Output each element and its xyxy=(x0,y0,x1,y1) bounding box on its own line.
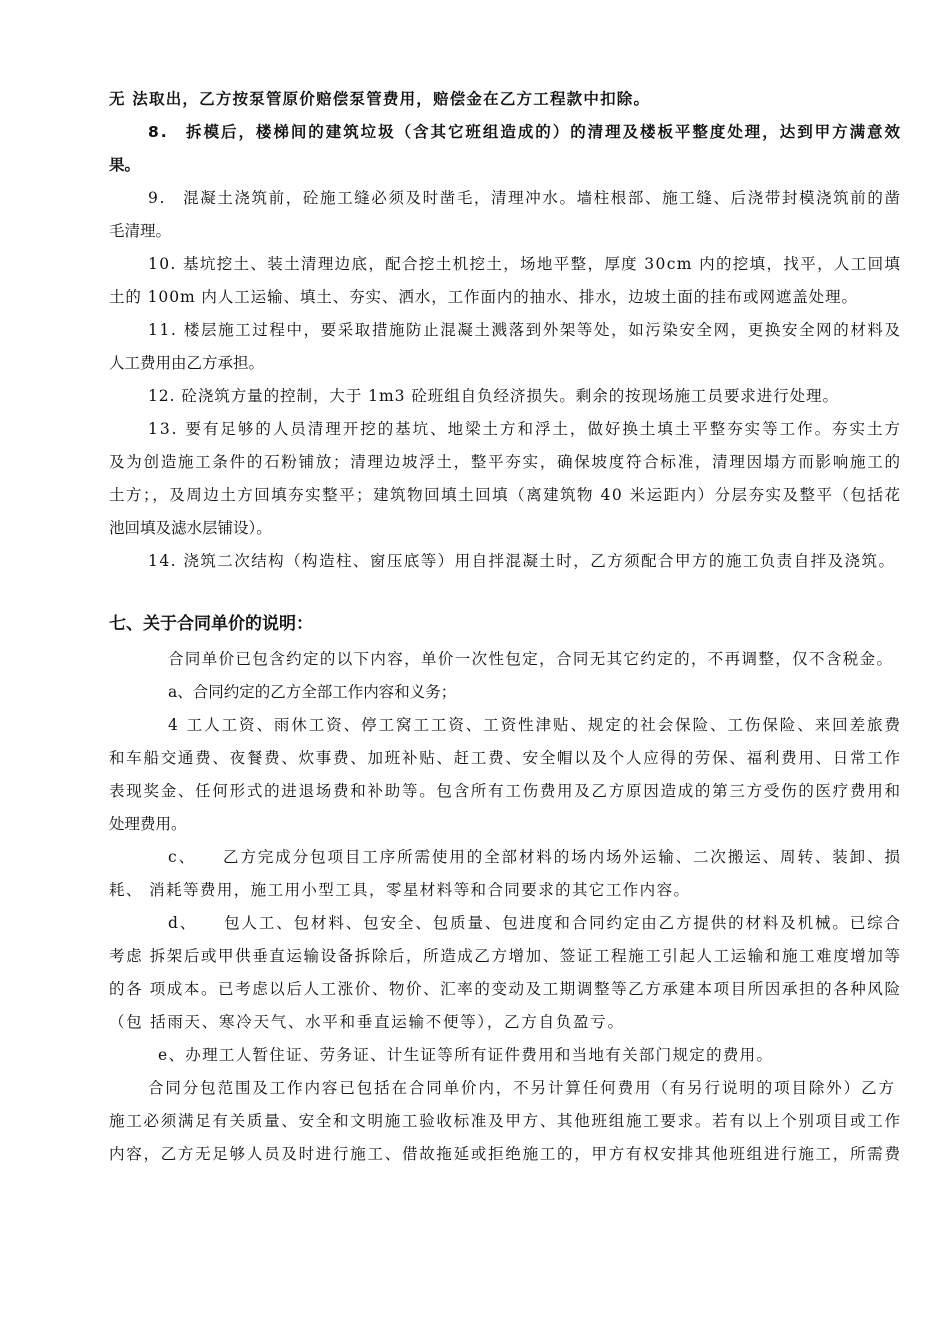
line-21: 处理费用。 xyxy=(109,815,187,833)
line-20: 表现奖金、任何形式的进退场费和补助等。包含所有工伤费用及乙方原因造成的第三方受伤的医疗费用和 xyxy=(109,782,902,800)
line-11: 13. 要有足够的人员清理开挖的基坑、地梁土方和浮土，做好换土填土平整夯实等工作。夯实土方 xyxy=(148,420,902,438)
line-22: c、 乙方完成分包项目工序所需使用的全部材料的场内场外运输、二次搬运、周转、装卸、损 xyxy=(168,848,902,866)
line-09: 人工费用由乙方承担。 xyxy=(109,354,265,372)
line-24: d、 包人工、包材料、包安全、包质量、包进度和合同约定由乙方提供的材料及机械。已综合 xyxy=(168,914,902,932)
line-23: 耗、 消耗等费用，施工用小型工具，零星材料等和合同要求的其它工作内容。 xyxy=(109,881,691,899)
line-19: 和车船交通费、夜餐费、炊事费、加班补贴、赶工费、安全帽以及个人应得的劳保、福利费用、日常工作 xyxy=(109,749,902,767)
line-04: 9. 混凝土浇筑前，砼施工缝必须及时凿毛，清理冲水。墙柱根部、施工缝、后浇带封模浇筑前的凿 xyxy=(148,189,902,207)
line-15: 14. 浇筑二次结构（构造柱、窗压底等）用自拌混凝土时，乙方须配合甲方的施工负责自拌及浇筑。 xyxy=(148,552,896,570)
line-17: a、合同约定的乙方全部工作内容和义务； xyxy=(168,683,457,701)
line-08: 11. 楼层施工过程中，要采取措施防止混凝土溅落到外架等处，如污染安全网，更换安全网的材料及 xyxy=(148,321,902,339)
line-26: 的各 项成本。已考虑以后人工涨价、物价、汇率的变动及工期调整等乙方承建本项目所因承担的各种风险 xyxy=(109,980,902,998)
line-31: 内容，乙方无足够人员及时进行施工、借故拖延或拒绝施工的，甲方有权安排其他班组进行施工，所需费 xyxy=(109,1145,902,1163)
line-02: 8. 拆模后，楼梯间的建筑垃圾（含其它班组造成的）的清理及楼板平整度处理，达到甲方满意效 xyxy=(148,123,902,141)
line-07: 土的 100m 内人工运输、填土、夯实、洒水，工作面内的抽水、排水，边坡土面的挂布或网遮盖处理。 xyxy=(109,288,858,306)
line-28: e、办理工人暂住证、劳务证、计生证等所有证件费用和当地有关部门规定的费用。 xyxy=(158,1046,774,1064)
line-27: （包 括雨天、寒冷天气、水平和垂直运输不便等），乙方自负盈亏。 xyxy=(109,1013,625,1031)
line-12: 及为创造施工条件的石粉铺放；清理边坡浮土，整平夯实，确保坡度符合标准，清理因塌方而影响施工的 xyxy=(109,453,902,471)
line-25: 考虑 拆架后或甲供垂直运输设备拆除后，所造成乙方增加、签证工程施工引起人工运输和施工难度增加等 xyxy=(109,947,902,965)
line-03: 果。 xyxy=(109,156,141,174)
section-heading: 七、关于合同单价的说明： xyxy=(109,614,313,634)
line-16: 合同单价已包含约定的以下内容，单价一次性包定，合同无其它约定的，不再调整，仅不含税金。 xyxy=(168,650,894,668)
line-06: 10. 基坑挖土、装土清理边底，配合挖土机挖土，场地平整，厚度 30cm 内的挖填，找平，人工回填 xyxy=(148,255,902,273)
line-29: 合同分包范围及工作内容已包括在合同单价内，不另计算任何费用（有另行说明的项目除外）乙方 xyxy=(148,1079,896,1097)
line-13: 土方；，及周边土方回填夯实整平；建筑物回填土回填（离建筑物 40 米运距内）分层夯实及整平（包括花 xyxy=(109,486,902,504)
line-30: 施工必须满足有关质量、安全和文明施工验收标准及甲方、其他班组施工要求。若有以上个别项目或工作 xyxy=(109,1112,902,1130)
line-10: 12. 砼浇筑方量的控制，大于 1m3 砼班组自负经济损失。剩余的按现场施工员要求进行处理。 xyxy=(148,387,839,405)
line-14: 池回填及滤水层铺设）。 xyxy=(109,519,272,537)
line-05: 毛清理。 xyxy=(109,222,172,240)
line-18: 4 工人工资、雨休工资、停工窝工工资、工资性津贴、规定的社会保险、工伤保险、来回差旅费 xyxy=(168,716,902,734)
line-01: 无 法取出，乙方按泵管原价赔偿泵管费用，赔偿金在乙方工程款中扣除。 xyxy=(109,90,651,108)
